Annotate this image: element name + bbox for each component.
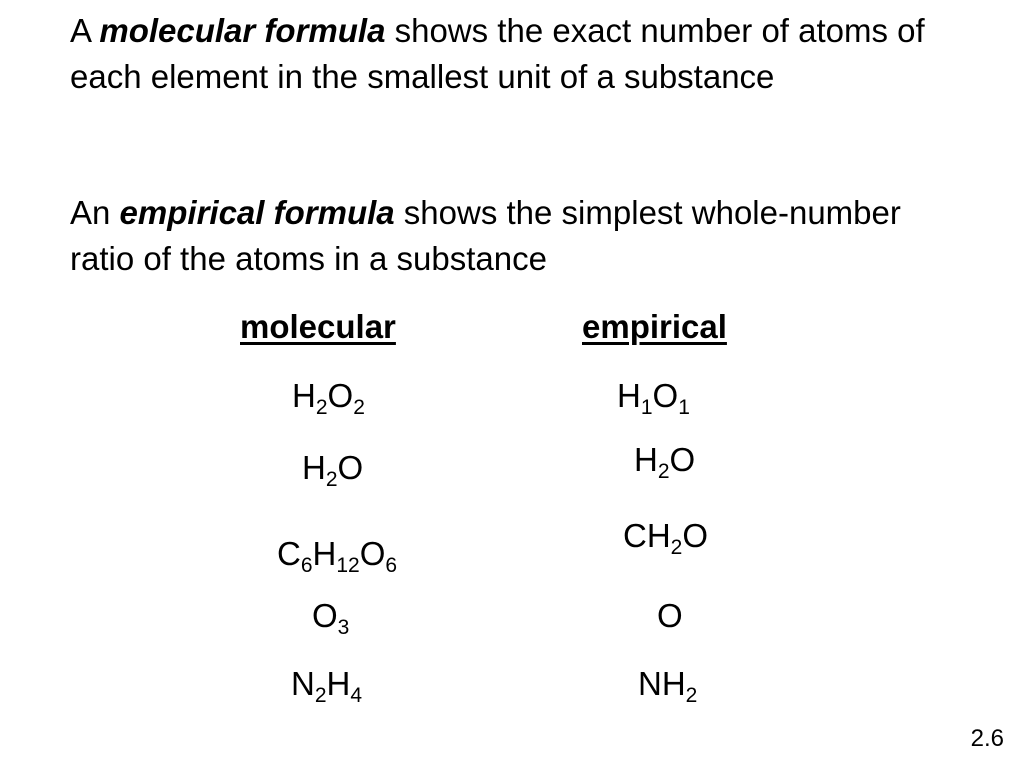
- formula-element-symbol: C: [277, 535, 301, 572]
- formula-subscript: 4: [350, 684, 363, 707]
- formula-element-symbol: H: [302, 449, 326, 486]
- formula-subscript: 2: [325, 468, 338, 491]
- formula-element-symbol: H: [326, 665, 351, 702]
- formula-element-symbol: O: [652, 377, 679, 414]
- formula-subscript: 2: [685, 684, 698, 707]
- formula-subscript: 3: [337, 616, 350, 639]
- molecular-formula-row-5: [291, 664, 363, 707]
- formula-element-symbol: H: [634, 441, 658, 478]
- formula-element-symbol: O: [337, 449, 364, 486]
- molecular-formula-row-2: [302, 448, 364, 491]
- empirical-formula-row-5: [638, 664, 698, 707]
- formula-element-symbol: CH: [623, 517, 671, 554]
- empirical-formula-row-3: [623, 516, 709, 559]
- molecular-formula-row-3: [277, 534, 398, 577]
- formula-subscript: 2: [315, 396, 328, 419]
- empirical-formula-row-1: [617, 376, 690, 419]
- empirical-formula-row-2: [634, 440, 696, 483]
- molecular-formula-row-4: [312, 596, 350, 639]
- formula-subscript: 6: [385, 554, 398, 577]
- formula-element-symbol: H: [312, 535, 337, 572]
- term-empirical-formula: empirical formula: [119, 194, 395, 231]
- empirical-column-header: empirical: [582, 308, 727, 345]
- slide-number: 2.6: [970, 725, 1004, 752]
- formula-subscript: 6: [300, 554, 313, 577]
- definition-text: shows the exact number of atoms of each element in the smallest unit of a substance: [70, 12, 925, 95]
- formula-subscript: 1: [678, 396, 690, 419]
- formula-element-symbol: O: [359, 535, 386, 572]
- formula-subscript: 2: [314, 684, 327, 707]
- formula-subscript: 2: [670, 536, 683, 559]
- formula-element-symbol: O: [312, 597, 338, 634]
- formula-subscript: 12: [336, 554, 360, 577]
- empirical-formula-definition: [70, 190, 970, 282]
- formula-subscript: 2: [353, 396, 365, 419]
- formula-element-symbol: NH: [638, 665, 686, 702]
- formula-element-symbol: O: [657, 597, 683, 634]
- formula-subscript: 2: [657, 460, 670, 483]
- definition-text: shows the simplest whole-number ratio of the atoms in a substance: [70, 194, 901, 277]
- formula-element-symbol: H: [617, 377, 641, 414]
- formula-element-symbol: N: [291, 665, 315, 702]
- formula-element-symbol: O: [327, 377, 354, 414]
- molecular-formula-row-1: [292, 376, 365, 419]
- formula-subscript: 1: [640, 396, 653, 419]
- molecular-column-header: molecular: [240, 308, 396, 345]
- definition-prefix: An: [70, 194, 120, 231]
- formula-element-symbol: H: [292, 377, 316, 414]
- molecular-formula-definition: [70, 8, 970, 100]
- term-molecular-formula: molecular formula: [99, 12, 386, 49]
- definition-prefix: A: [70, 12, 100, 49]
- empirical-formula-row-4: [657, 596, 683, 636]
- formula-element-symbol: O: [682, 517, 709, 554]
- formula-element-symbol: O: [669, 441, 696, 478]
